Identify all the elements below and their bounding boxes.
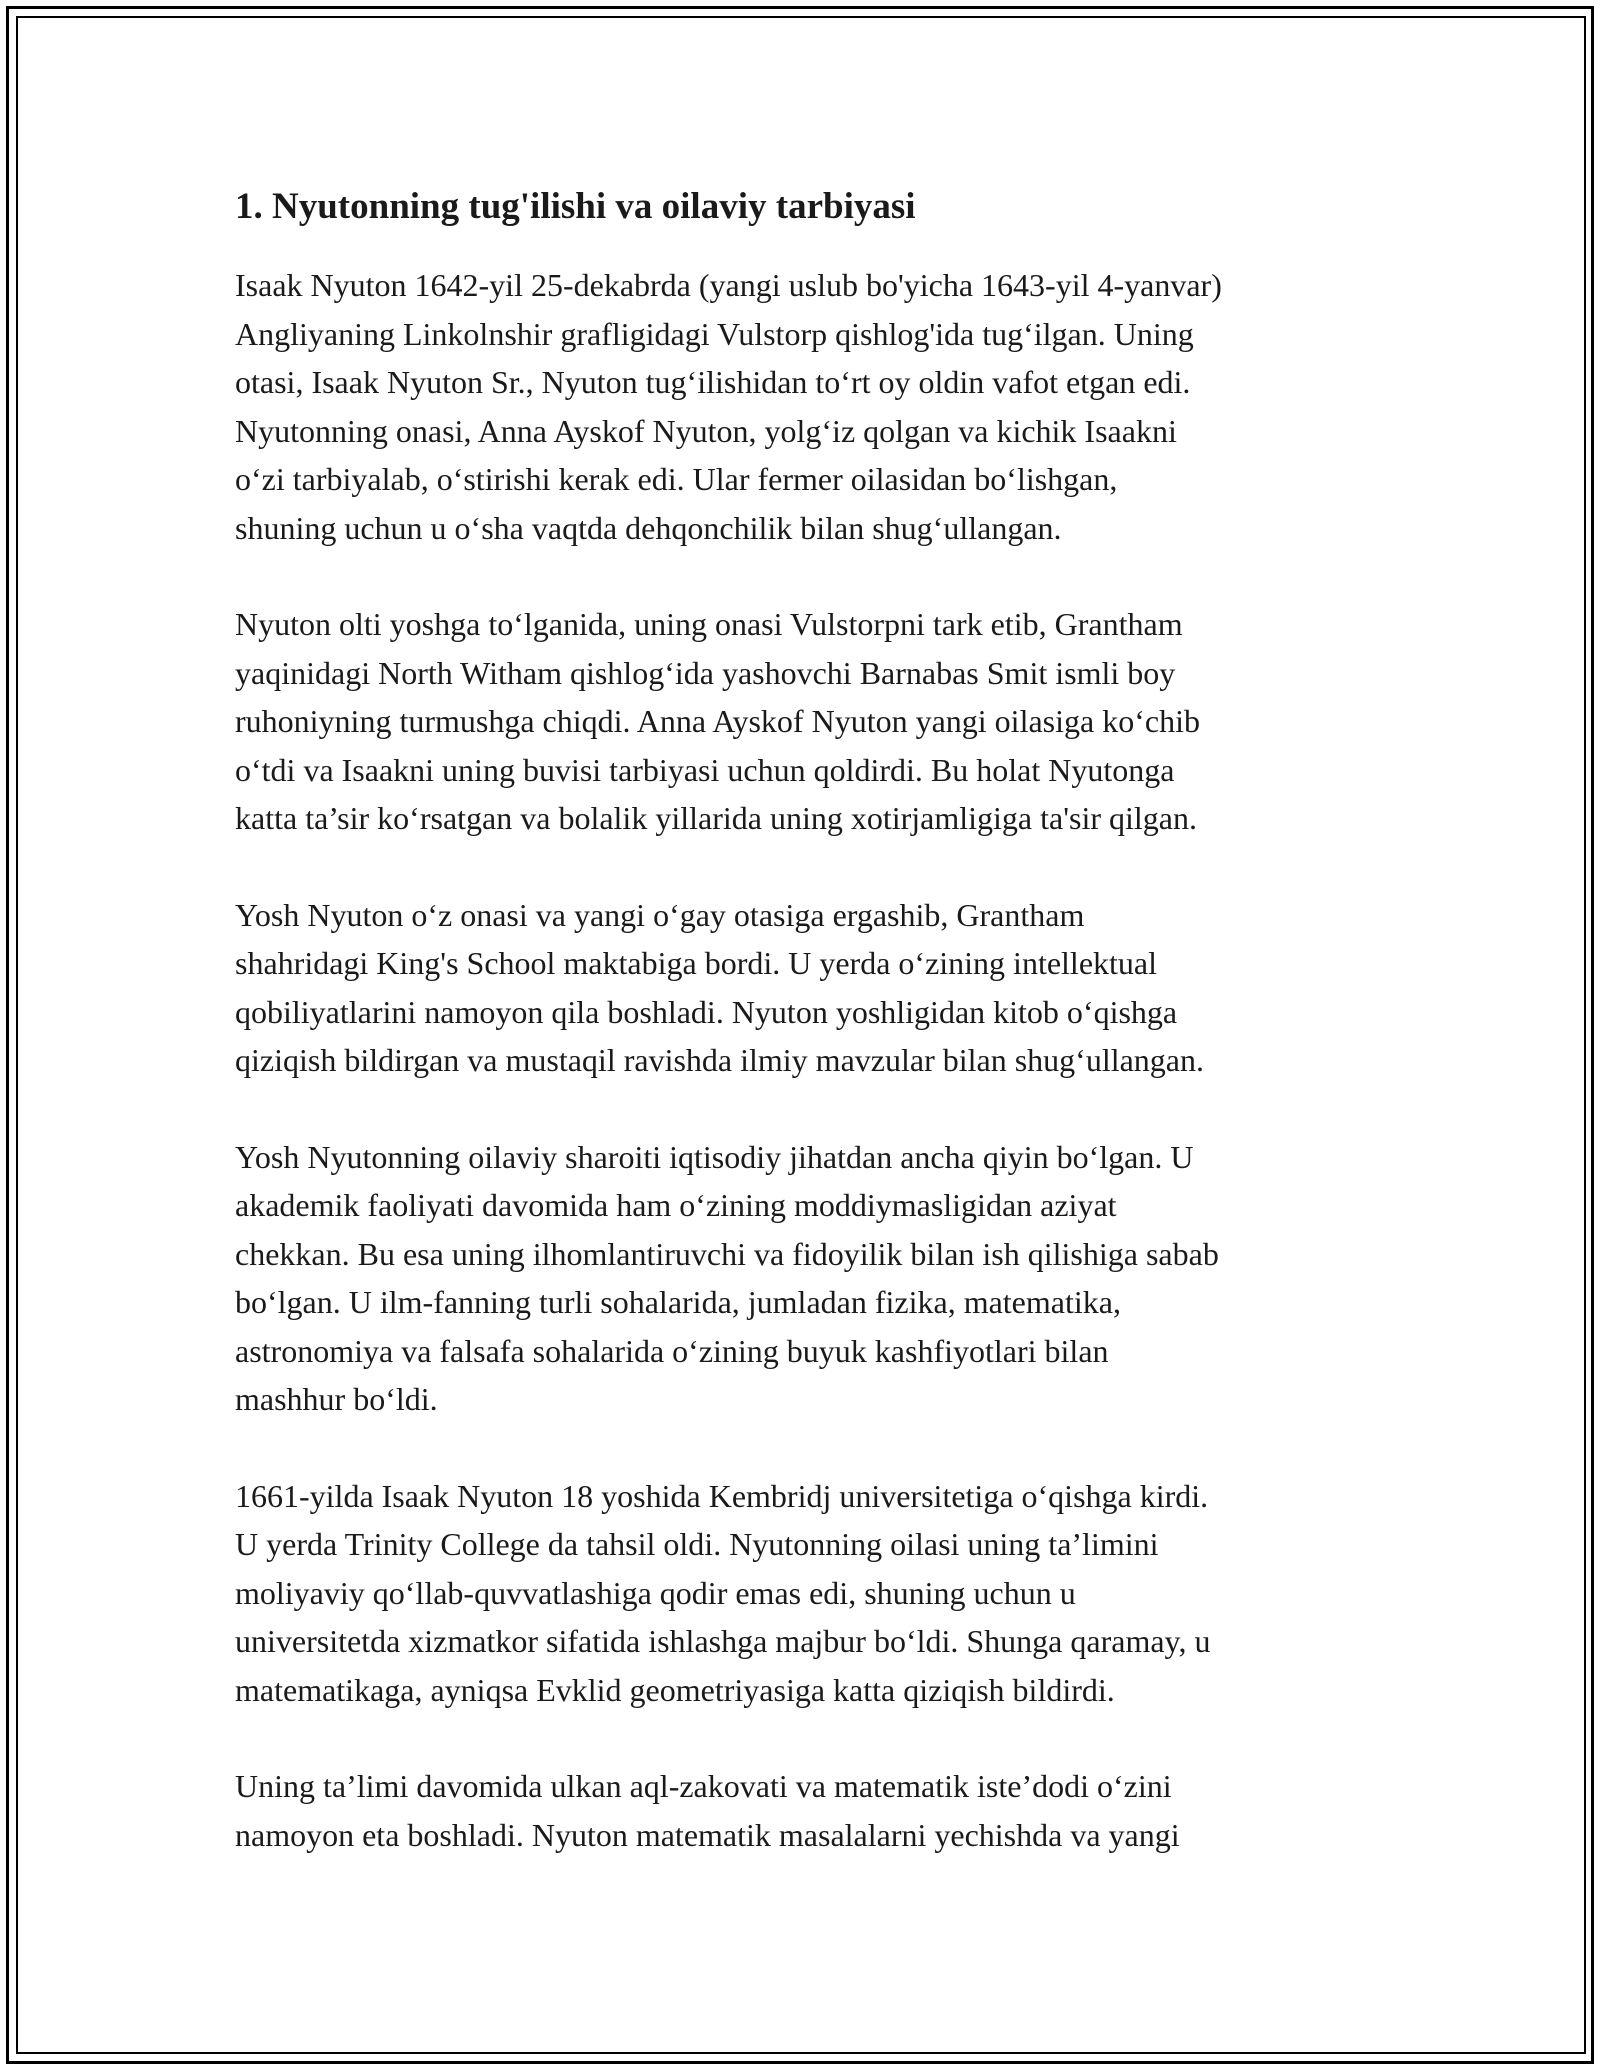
text-line: Yosh Nyutonning oilaviy sharoiti iqtisodiy jihatdan ancha qiyin bo‘lgan. U	[235, 1138, 1194, 1175]
text-line: shuning uchun u o‘sha vaqtda dehqonchilik bilan shug‘ullangan.	[235, 509, 1062, 546]
paragraph-6	[235, 1762, 1395, 1859]
text-line: yaqinidagi North Witham qishlog‘ida yashovchi Barnabas Smit ismli boy	[235, 654, 1176, 691]
text-line: moliyaviy qo‘llab-quvvatlashiga qodir emas edi, shuning uchun u	[235, 1574, 1076, 1611]
section-heading: 1. Nyutonning tug'ilishi va oilaviy tarbiyasi	[235, 186, 916, 227]
text-line: namoyon eta boshladi. Nyuton matematik masalalarni yechishda va yangi	[235, 1816, 1180, 1853]
paragraph-2	[235, 600, 1395, 843]
text-line: astronomiya va falsafa sohalarida o‘zining buyuk kashfiyotlari bilan	[235, 1332, 1109, 1369]
text-line: otasi, Isaak Nyuton Sr., Nyuton tug‘ilishidan to‘rt oy oldin vafot etgan edi.	[235, 364, 1191, 400]
text-line: Nyutonning onasi, Anna Ayskof Nyuton, yolg‘iz qolgan va kichik Isaakni	[235, 412, 1177, 449]
text-line: shahridagi King's School maktabiga bordi. U yerda o‘zining intellektual	[235, 945, 1157, 981]
text-line: ruhoniyning turmushga chiqdi. Anna Ayskof Nyuton yangi oilasiga ko‘chib	[235, 703, 1200, 739]
paragraph-3	[235, 891, 1395, 1085]
text-line: Uning ta’limi davomida ulkan aql-zakovati va matematik iste’dodi o‘zini	[235, 1768, 1172, 1804]
text-line: chekkan. Bu esa uning ilhomlantiruvchi va fidoyilik bilan ish qilishiga sabab	[235, 1235, 1219, 1272]
text-line: mashhur bo‘ldi.	[235, 1381, 438, 1417]
text-line: qiziqish bildirgan va mustaqil ravishda ilmiy mavzular bilan shug‘ullangan.	[235, 1042, 1204, 1078]
text-line: universitetda xizmatkor sifatida ishlashga majbur bo‘ldi. Shunga qaramay, u	[235, 1623, 1211, 1659]
text-line: Angliyaning Linkolnshir grafligidagi Vulstorp qishlog'ida tug‘ilgan. Uning	[235, 315, 1194, 352]
text-line: Yosh Nyuton o‘z onasi va yangi o‘gay otasiga ergashib, Grantham	[235, 896, 1085, 933]
text-line: Isaak Nyuton 1642-yil 25-dekabrda (yangi uslub bo'yicha 1643-yil 4-yanvar)	[235, 267, 1222, 303]
text-line: U yerda Trinity College da tahsil oldi. Nyutonning oilasi uning ta’limini	[235, 1526, 1159, 1562]
text-line: katta ta’sir ko‘rsatgan va bolalik yillarida uning xotirjamligiga ta'sir qilgan.	[235, 800, 1197, 836]
text-line: matematikaga, ayniqsa Evklid geometriyasiga katta qiziqish bildirdi.	[235, 1671, 1115, 1708]
text-line: 1661-yilda Isaak Nyuton 18 yoshida Kembridj universitetiga o‘qishga kirdi.	[235, 1477, 1209, 1514]
text-line: bo‘lgan. U ilm-fanning turli sohalarida, jumladan fizika, matematika,	[235, 1284, 1121, 1320]
text-line: o‘tdi va Isaakni uning buvisi tarbiyasi uchun qoldirdi. Bu holat Nyutonga	[235, 751, 1175, 788]
paragraph-4	[235, 1133, 1395, 1424]
paragraph-5	[235, 1472, 1395, 1715]
text-line: o‘zi tarbiyalab, o‘stirishi kerak edi. Ular fermer oilasidan bo‘lishgan,	[235, 461, 1118, 497]
text-line: qobiliyatlarini namoyon qila boshladi. Nyuton yoshligidan kitob o‘qishga	[235, 993, 1178, 1030]
text-line: akademik faoliyati davomida ham o‘zining moddiymasligidan aziyat	[235, 1187, 1117, 1223]
document-page	[235, 183, 1395, 1907]
paragraph-1	[235, 261, 1395, 552]
text-line: Nyuton olti yoshga to‘lganida, uning onasi Vulstorpni tark etib, Grantham	[235, 606, 1183, 642]
